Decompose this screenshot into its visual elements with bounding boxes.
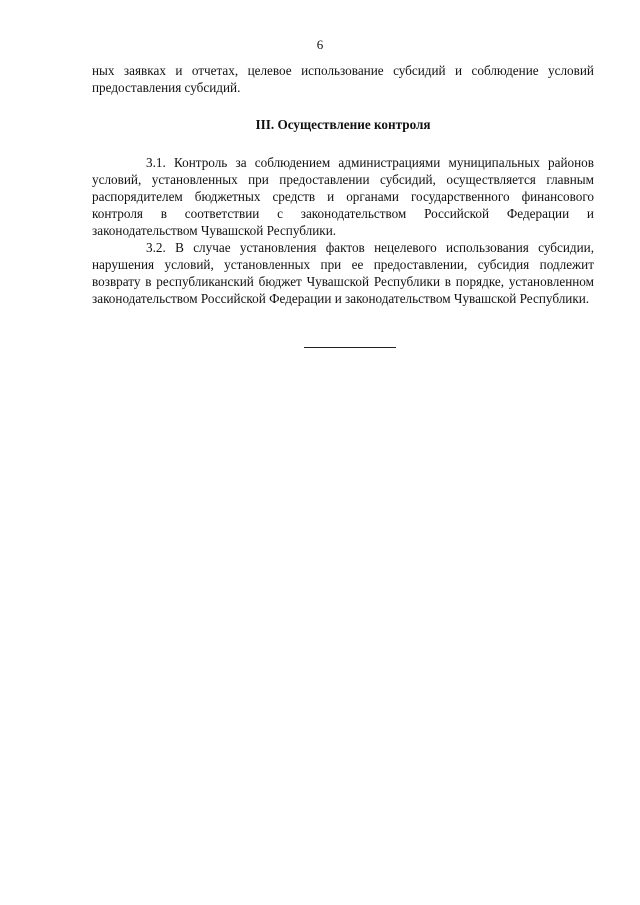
section-title: III. Осуществление контроля	[255, 117, 431, 132]
end-separator-line	[304, 347, 396, 348]
paragraph-3-1: 3.1. Контроль за соблюдением администрациями муниципальных районов условий, установленных при предоставлении субсидий, осуществляется главным распорядителем бюджетных средств и органами государственного финансового контроля в соответствии с законодательством Российской Федерации и законодательством Чувашской Республики.	[92, 155, 594, 238]
intro-paragraph: ных заявках и отчетах, целевое использование субсидий и соблюдение условий предоставления субсидий.	[92, 63, 594, 95]
document-body	[92, 62, 594, 307]
paragraph-3-2: 3.2. В случае установления фактов нецелевого использования субсидии, нарушения условий, установленных при ее предоставлении, субсидия подлежит возврату в республиканский бюджет Чувашской Республики в порядке, установленном законодательством Российской Федерации и законодательством Чувашской Республики.	[92, 240, 594, 306]
page-number: 6	[316, 37, 324, 52]
